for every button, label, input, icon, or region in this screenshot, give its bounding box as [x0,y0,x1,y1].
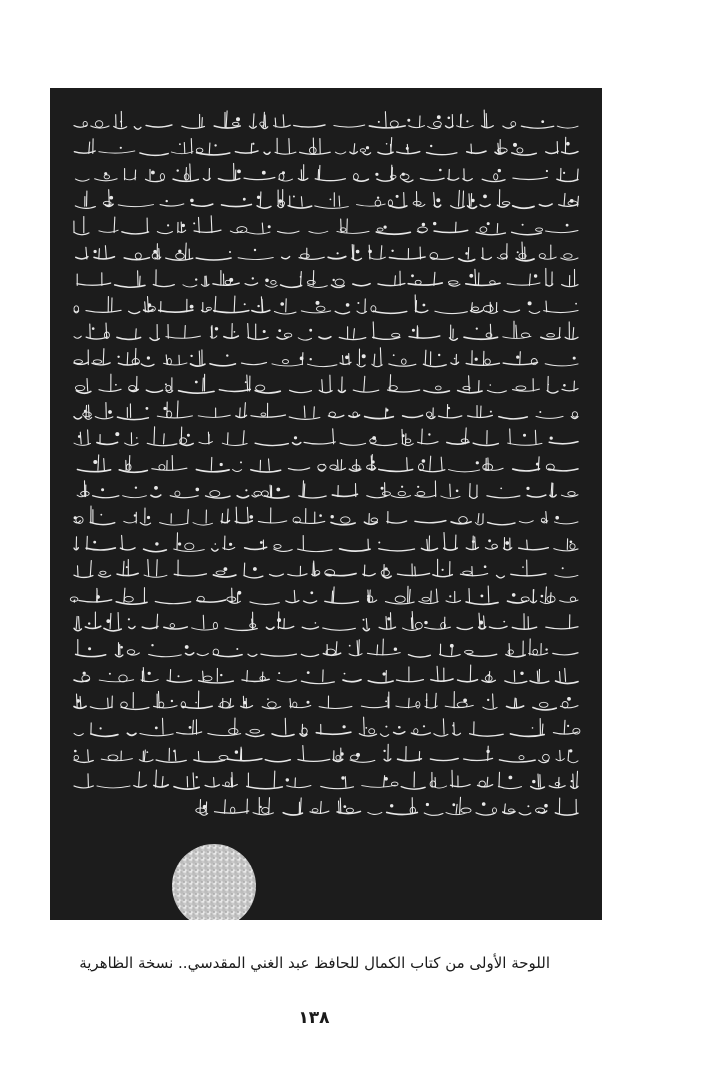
page-number: ١٣٨ [298,1008,330,1028]
manuscript-plate [50,88,602,920]
plate-caption: اللوحة الأولى من كتاب الكمال للحافظ عبد الغني المقدسي.. نسخة الظاهرية [79,954,550,972]
manuscript-image [50,88,602,920]
